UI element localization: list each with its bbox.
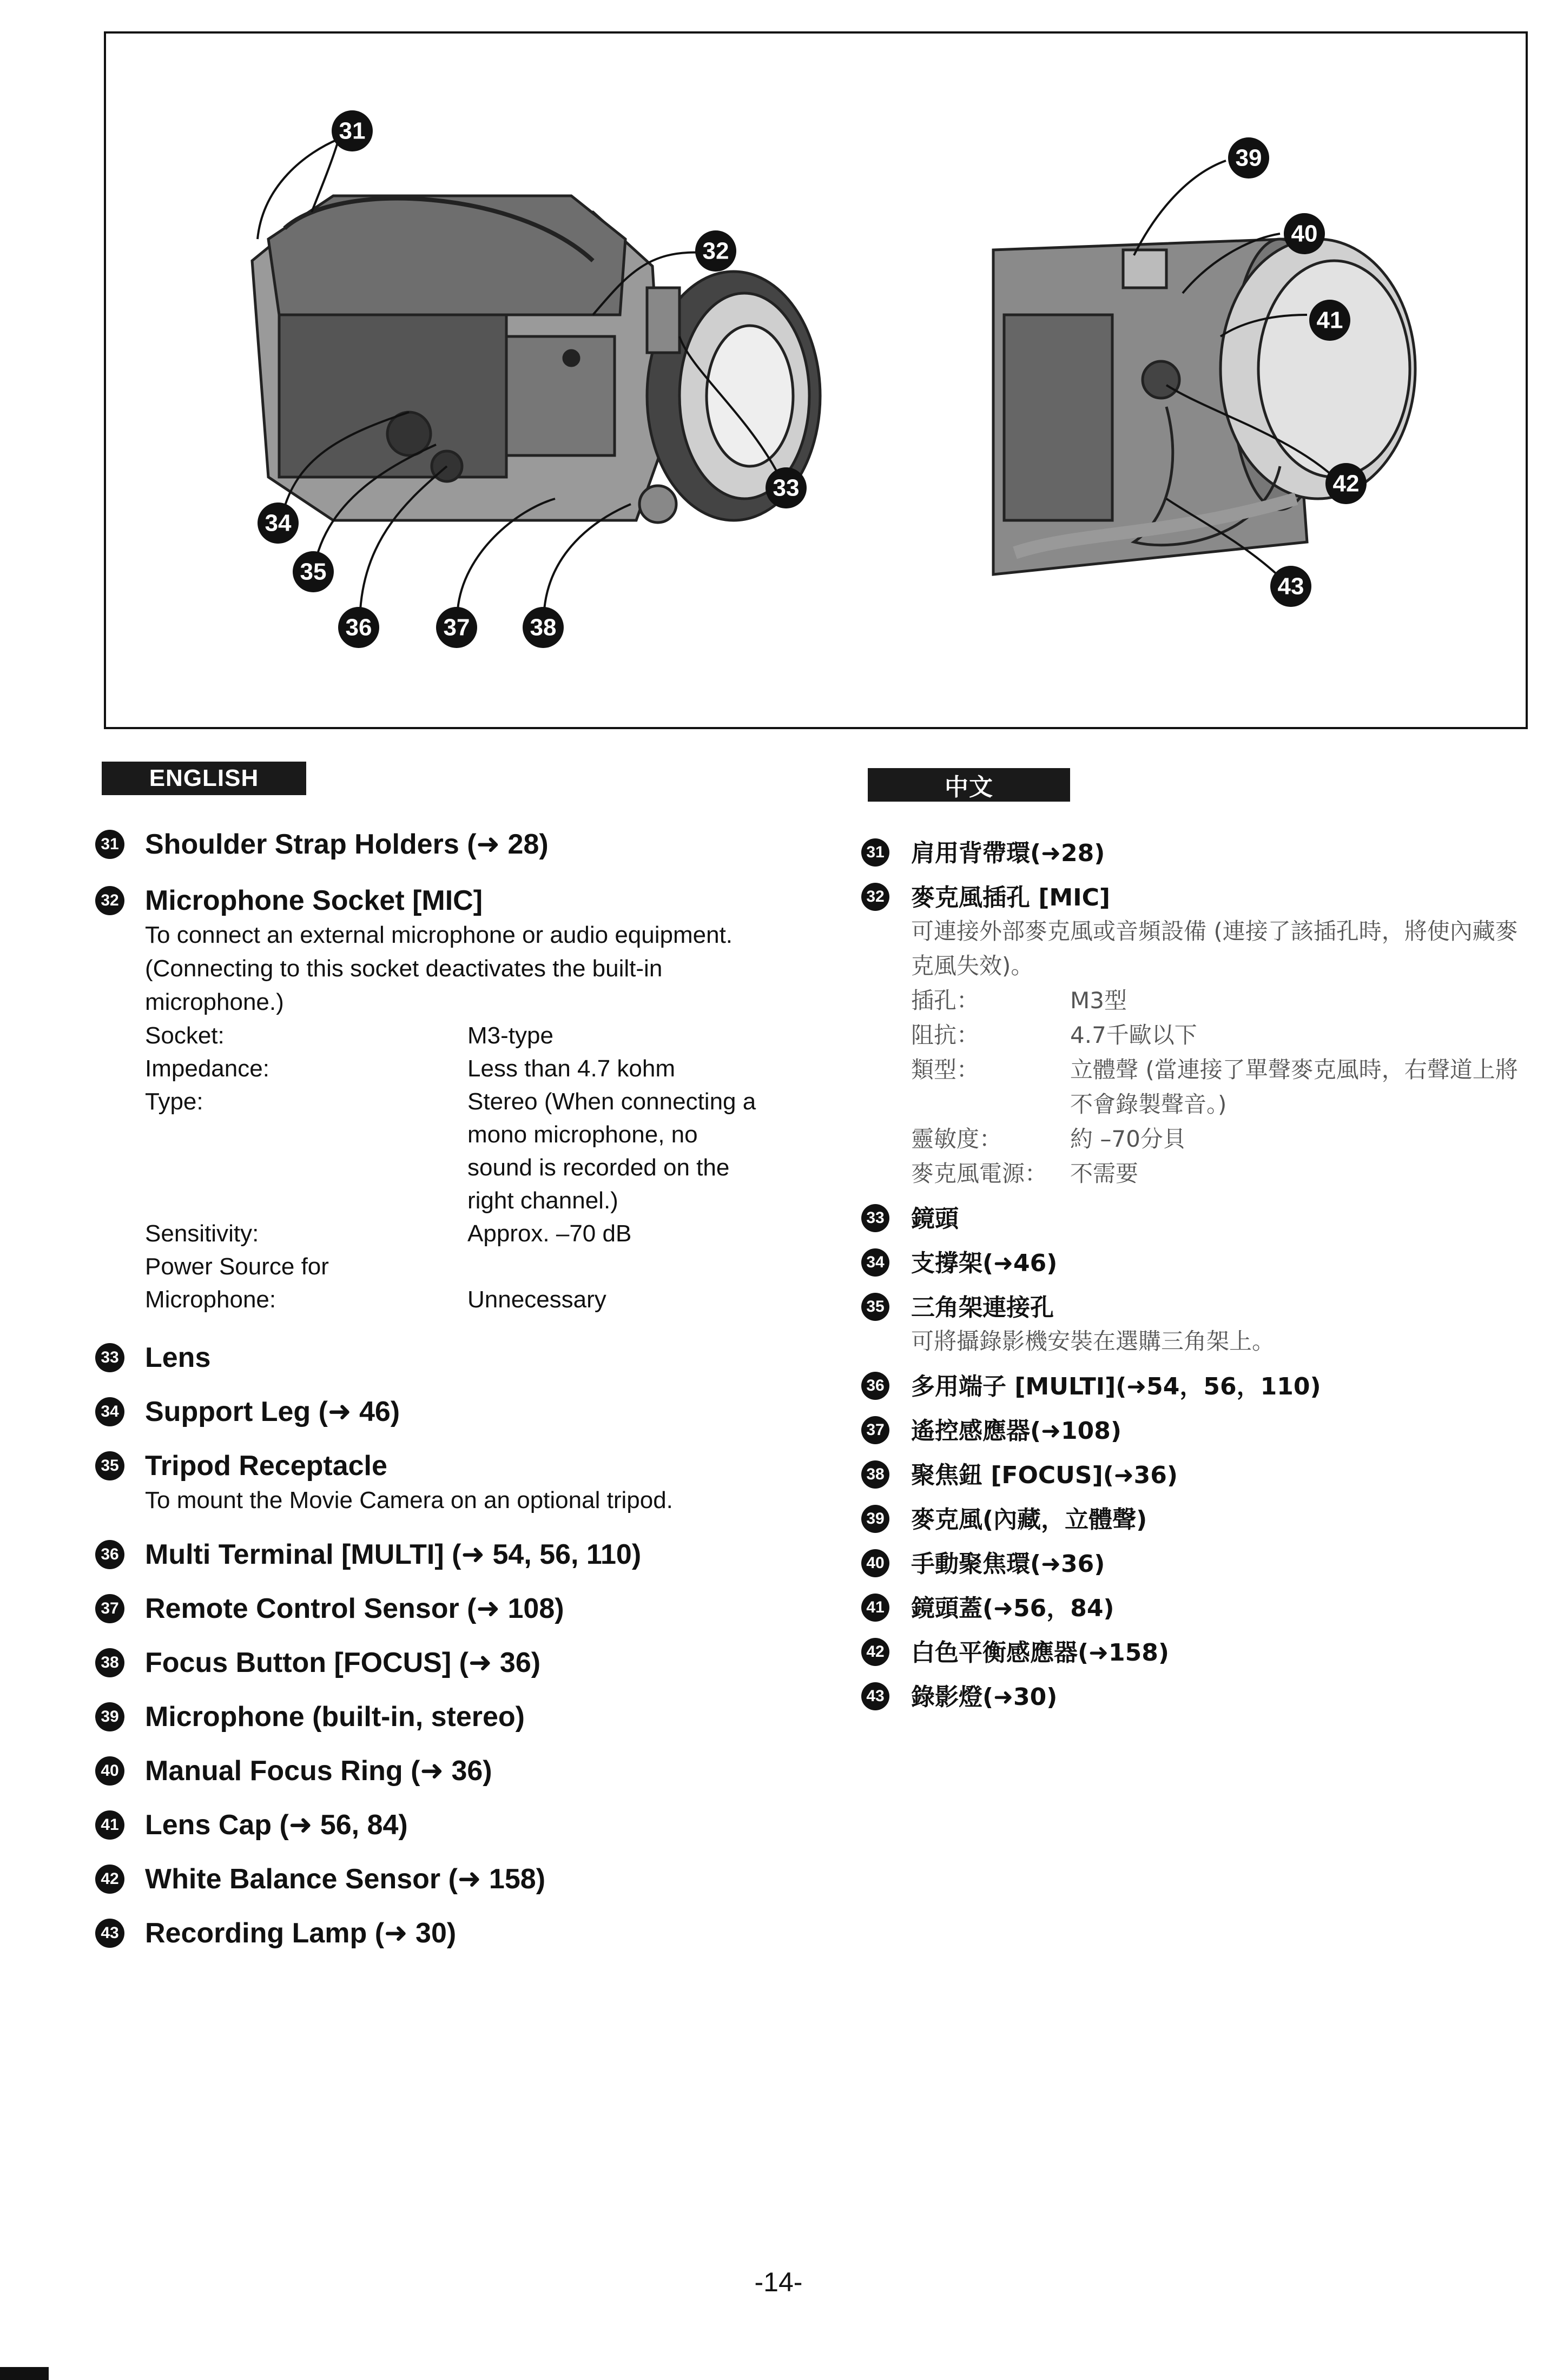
spec-label: 阻抗： bbox=[911, 1022, 980, 1048]
callout-40 bbox=[1284, 213, 1325, 254]
spec-row bbox=[145, 1019, 799, 1052]
item-number-badge: 41 bbox=[861, 1594, 889, 1622]
spec-label: Type: bbox=[145, 1088, 203, 1115]
item-title: 麥克風(內藏，立體聲) bbox=[911, 1506, 1147, 1533]
callout-31 bbox=[332, 110, 373, 151]
item-number-badge: 41 bbox=[95, 1810, 124, 1840]
svg-text:34: 34 bbox=[265, 510, 292, 537]
chn-item-42 bbox=[861, 1637, 1532, 1669]
item-number-badge: 35 bbox=[861, 1293, 889, 1321]
svg-text:39: 39 bbox=[1235, 144, 1262, 171]
callout-33 bbox=[766, 467, 807, 508]
item-number-badge: 32 bbox=[95, 886, 124, 915]
item-description: 可連接外部麥克風或音頻設備 (連接了該插孔時，將使內藏麥克風失效)。 bbox=[911, 918, 1518, 979]
chn-item-39 bbox=[861, 1504, 1532, 1536]
item-number-badge: 33 bbox=[861, 1204, 889, 1232]
callout-32 bbox=[695, 230, 736, 272]
item-title: 錄影燈(➜30) bbox=[911, 1683, 1058, 1711]
item-description: To connect an external microphone or audio equipment. (Connecting to this socket deactivates the built-in microphone.) bbox=[145, 922, 733, 1015]
spec-label: 靈敏度： bbox=[911, 1126, 1002, 1152]
svg-text:42: 42 bbox=[1332, 470, 1360, 497]
callout-41 bbox=[1309, 300, 1350, 341]
item-title: Manual Focus Ring (➜ 36) bbox=[145, 1755, 492, 1787]
item-title: 鏡頭 bbox=[911, 1205, 959, 1233]
item-number-badge: 38 bbox=[861, 1460, 889, 1489]
item-number-badge: 37 bbox=[95, 1594, 124, 1623]
item-number-badge: 36 bbox=[861, 1372, 889, 1400]
item-title: 鏡頭蓋(➜56，84) bbox=[911, 1595, 1114, 1622]
chn-item-40 bbox=[861, 1548, 1532, 1581]
eng-item-41 bbox=[95, 1808, 799, 1842]
item-number-badge: 33 bbox=[95, 1343, 124, 1372]
chn-item-31 bbox=[861, 837, 1532, 870]
scan-edge-mark bbox=[0, 2367, 49, 2380]
spec-value: 4.7千歐以下 bbox=[1070, 1022, 1197, 1048]
chinese-section-header: 中文 bbox=[868, 768, 1070, 802]
eng-item-32 bbox=[95, 884, 799, 1316]
callout-36 bbox=[338, 607, 379, 648]
page-number: -14- bbox=[754, 2267, 803, 2297]
spec-label: 類型： bbox=[911, 1056, 980, 1083]
callout-42 bbox=[1325, 463, 1367, 504]
spec-value: 約 –70分貝 bbox=[1070, 1126, 1186, 1152]
eng-item-40 bbox=[95, 1754, 799, 1788]
item-title: Recording Lamp (➜ 30) bbox=[145, 1918, 457, 1949]
item-number-badge: 31 bbox=[861, 838, 889, 867]
item-number-badge: 34 bbox=[95, 1397, 124, 1426]
svg-text:35: 35 bbox=[300, 558, 327, 585]
spec-value: M3型 bbox=[1070, 987, 1127, 1014]
item-number-badge: 31 bbox=[95, 830, 124, 859]
svg-text:32: 32 bbox=[702, 237, 729, 265]
chn-item-38 bbox=[861, 1459, 1532, 1492]
item-number-badge: 40 bbox=[95, 1756, 124, 1786]
item-title: Remote Control Sensor (➜ 108) bbox=[145, 1593, 564, 1624]
item-title: White Balance Sensor (➜ 158) bbox=[145, 1863, 546, 1895]
item-title: 白色平衡感應器(➜158) bbox=[911, 1639, 1169, 1667]
item-number-badge: 43 bbox=[95, 1919, 124, 1948]
chn-item-43 bbox=[861, 1681, 1532, 1714]
chn-item-35 bbox=[861, 1292, 1532, 1359]
english-section-header: ENGLISH bbox=[102, 762, 306, 795]
item-title: 麥克風插孔 [MIC] bbox=[911, 884, 1110, 911]
item-title: Multi Terminal [MULTI] (➜ 54, 56, 110) bbox=[145, 1539, 642, 1570]
item-title: Lens bbox=[145, 1342, 211, 1373]
eng-item-33 bbox=[95, 1341, 799, 1374]
mic-spec-table-chinese bbox=[911, 983, 1532, 1191]
callout-34 bbox=[258, 503, 299, 544]
camera-illustration-box bbox=[104, 31, 1528, 729]
callout-38 bbox=[523, 607, 564, 648]
svg-text:37: 37 bbox=[443, 614, 470, 641]
spec-row bbox=[145, 1250, 799, 1316]
spec-value: Approx. –70 dB bbox=[467, 1220, 632, 1247]
item-number-badge: 39 bbox=[95, 1702, 124, 1731]
svg-text:33: 33 bbox=[773, 474, 800, 501]
spec-label: Power Source for Microphone: bbox=[145, 1253, 329, 1313]
eng-item-35 bbox=[95, 1449, 799, 1517]
spec-row bbox=[911, 1156, 1532, 1191]
eng-item-34 bbox=[95, 1395, 799, 1429]
svg-text:31: 31 bbox=[339, 117, 366, 144]
spec-row bbox=[911, 1018, 1532, 1053]
item-title: Shoulder Strap Holders (➜ 28) bbox=[145, 829, 549, 860]
item-title: 遙控感應器(➜108) bbox=[911, 1417, 1121, 1445]
callout-35 bbox=[293, 551, 334, 592]
item-description: To mount the Movie Camera on an optional tripod. bbox=[145, 1487, 673, 1513]
item-title: Tripod Receptacle bbox=[145, 1450, 387, 1482]
item-number-badge: 43 bbox=[861, 1682, 889, 1710]
item-title: 多用端子 [MULTI](➜54，56，110) bbox=[911, 1373, 1321, 1400]
spec-label: Socket: bbox=[145, 1022, 225, 1049]
svg-text:38: 38 bbox=[530, 614, 557, 641]
svg-text:43: 43 bbox=[1277, 573, 1304, 600]
item-title: Microphone Socket [MIC] bbox=[145, 885, 483, 916]
item-number-badge: 38 bbox=[95, 1648, 124, 1677]
item-title: 支撐架(➜46) bbox=[911, 1250, 1058, 1277]
mic-spec-table bbox=[145, 1019, 799, 1316]
item-title: Focus Button [FOCUS] (➜ 36) bbox=[145, 1647, 541, 1678]
eng-item-39 bbox=[95, 1700, 799, 1734]
spec-row bbox=[911, 1122, 1532, 1156]
spec-label: Sensitivity: bbox=[145, 1220, 259, 1247]
spec-value: 立體聲 (當連接了單聲麥克風時，右聲道上將不會錄製聲音。) bbox=[1070, 1056, 1518, 1118]
item-number-badge: 42 bbox=[95, 1865, 124, 1894]
item-title: 肩用背帶環(➜28) bbox=[911, 839, 1105, 867]
item-title: Lens Cap (➜ 56, 84) bbox=[145, 1809, 408, 1841]
spec-value: M3-type bbox=[467, 1022, 553, 1049]
callout-39 bbox=[1228, 137, 1269, 178]
eng-item-37 bbox=[95, 1592, 799, 1625]
camera-right-view bbox=[993, 239, 1415, 574]
item-title: Microphone (built-in, stereo) bbox=[145, 1701, 525, 1733]
item-title: 三角架連接孔 bbox=[911, 1294, 1054, 1321]
chn-item-36 bbox=[861, 1371, 1532, 1403]
spec-value: Unnecessary bbox=[467, 1286, 606, 1313]
item-number-badge: 36 bbox=[95, 1540, 124, 1569]
spec-label: 插孔： bbox=[911, 987, 980, 1014]
item-number-badge: 35 bbox=[95, 1451, 124, 1480]
item-title: 聚焦鈕 [FOCUS](➜36) bbox=[911, 1462, 1178, 1489]
spec-label: Impedance: bbox=[145, 1055, 269, 1082]
callout-37 bbox=[436, 607, 477, 648]
item-description: 可將攝錄影機安裝在選購三角架上。 bbox=[911, 1328, 1275, 1354]
svg-text:41: 41 bbox=[1316, 307, 1343, 334]
callout-43 bbox=[1270, 566, 1311, 607]
item-number-badge: 40 bbox=[861, 1549, 889, 1577]
eng-item-36 bbox=[95, 1538, 799, 1571]
eng-item-31 bbox=[95, 828, 799, 861]
spec-label: 麥克風電源： bbox=[911, 1160, 1048, 1187]
chn-item-34 bbox=[861, 1247, 1532, 1280]
spec-row bbox=[145, 1085, 799, 1217]
spec-row bbox=[911, 1053, 1532, 1122]
chn-item-33 bbox=[861, 1203, 1532, 1235]
item-number-badge: 39 bbox=[861, 1505, 889, 1533]
item-number-badge: 34 bbox=[861, 1248, 889, 1277]
spec-value: 不需要 bbox=[1070, 1160, 1139, 1187]
svg-text:36: 36 bbox=[345, 614, 372, 641]
chn-item-32 bbox=[861, 882, 1532, 1191]
spec-row bbox=[145, 1217, 799, 1250]
camera-illustrations bbox=[106, 34, 1526, 727]
item-number-badge: 37 bbox=[861, 1416, 889, 1444]
chn-item-41 bbox=[861, 1592, 1532, 1625]
spec-row bbox=[145, 1052, 799, 1085]
item-number-badge: 32 bbox=[861, 883, 889, 911]
chinese-parts-list bbox=[861, 837, 1532, 1714]
eng-item-42 bbox=[95, 1862, 799, 1896]
item-number-badge: 42 bbox=[861, 1638, 889, 1666]
english-parts-list bbox=[95, 828, 799, 1950]
spec-row bbox=[911, 983, 1532, 1018]
chn-item-37 bbox=[861, 1415, 1532, 1447]
item-title: 手動聚焦環(➜36) bbox=[911, 1550, 1105, 1578]
eng-item-38 bbox=[95, 1646, 799, 1680]
item-title: Support Leg (➜ 46) bbox=[145, 1396, 400, 1427]
spec-value: Stereo (When connecting a mono microphone, no sound is recorded on the right channel.) bbox=[467, 1088, 756, 1214]
svg-text:40: 40 bbox=[1291, 220, 1318, 247]
eng-item-43 bbox=[95, 1916, 799, 1950]
spec-value: Less than 4.7 kohm bbox=[467, 1055, 676, 1082]
